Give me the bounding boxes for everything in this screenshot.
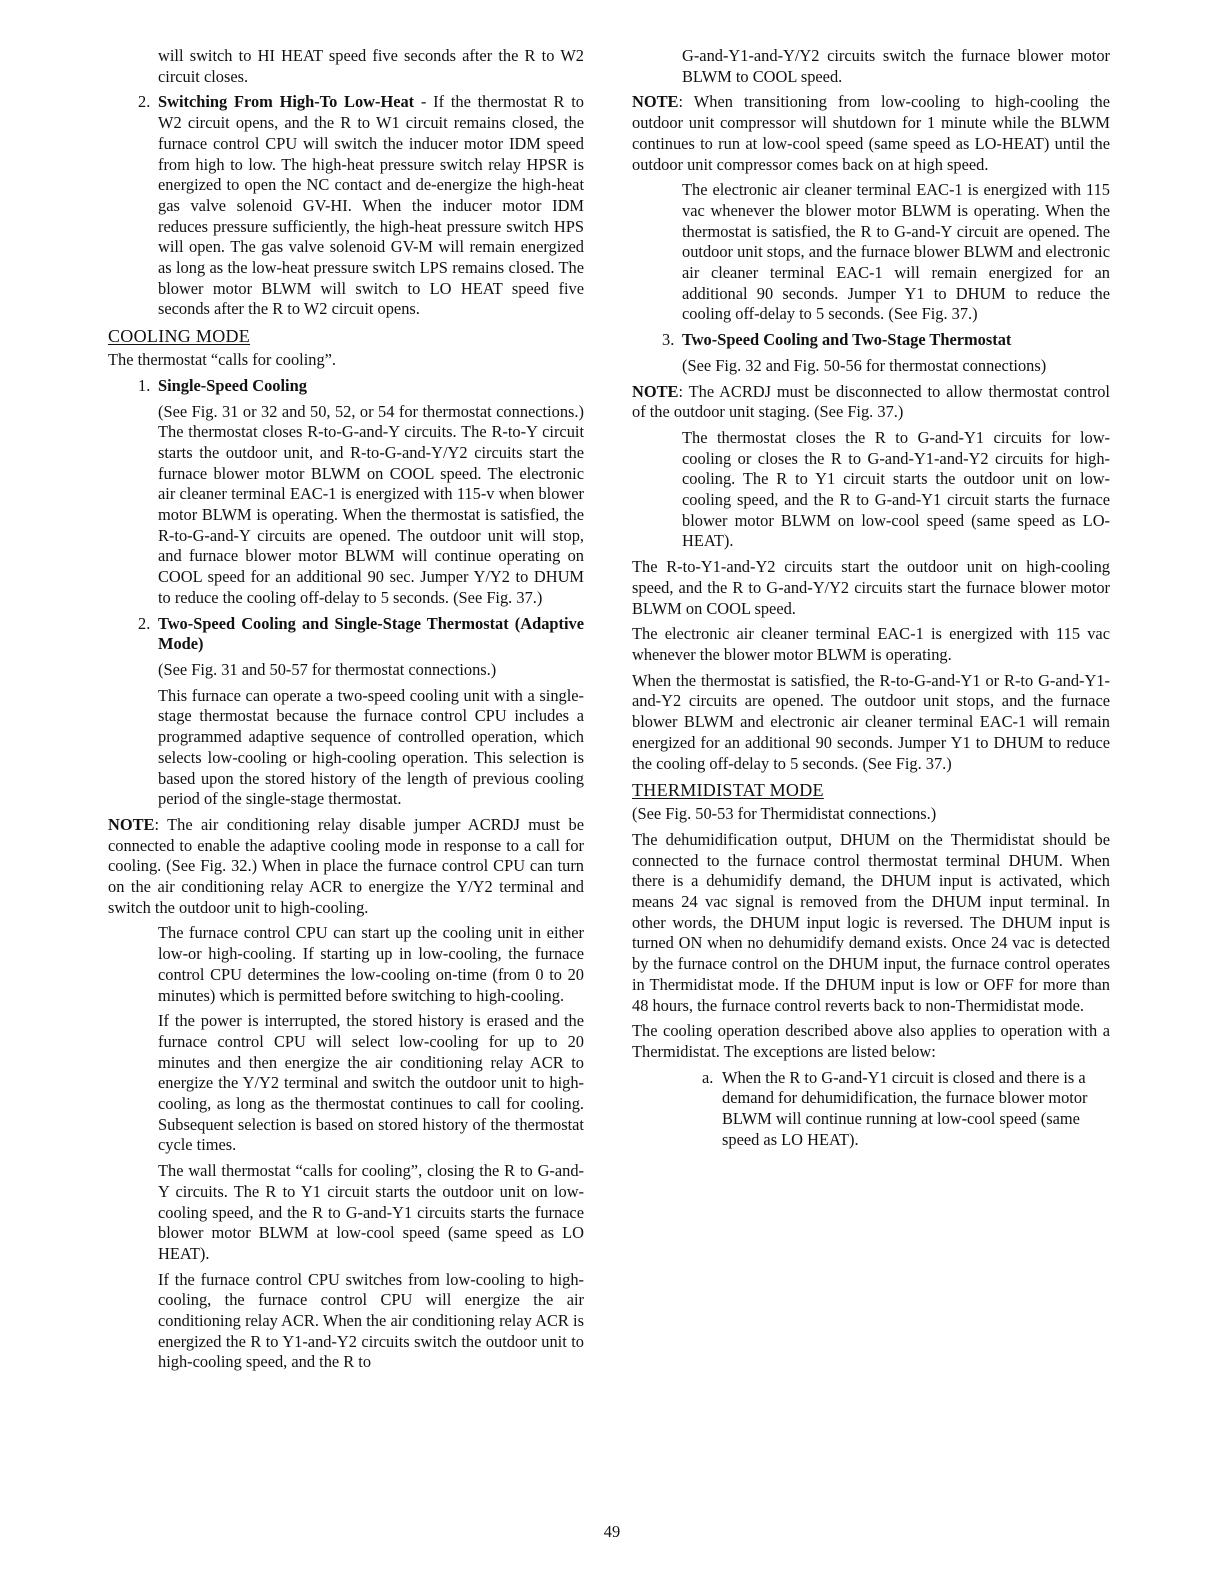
list-item [632,330,1110,351]
paragraph: When the thermostat is satisfied, the R-to-G-and-Y1 or R-to G-and-Y1-and-Y2 circuits are opened. The outdoor unit stops, and the furnace blower BLWM and electronic air cleaner terminal EAC-1 will remain energized for an additional 90 seconds. Jumper Y1 to DHUM to reduce the cooling off-delay to 5 seconds. (See Fig. 37.) [632,670,1110,773]
paragraph: G-and-Y1-and-Y/Y2 circuits switch the furnace blower motor BLWM to COOL speed. [682,46,1110,86]
note-text: : The air conditioning relay disable jumper ACRDJ must be connected to enable the adaptive cooling mode in response to a call for cooling. (See Fig. 32.) When in place the furnace control CPU can turn on the air conditioning relay ACR to energize the Y/Y2 terminal and switch the outdoor unit to high-cooling. [108,814,584,917]
right-column [632,46,1110,1155]
item-body: - If the thermostat R to W2 circuit opens, and the R to W1 circuit remains closed, the furnace control CPU will switch the inducer motor IDM speed from high to low. The high-heat pressure switch relay HPSR is energized to open the NC contact and de-energize the high-heat gas valve solenoid GV-HI. When the inducer motor IDM reduces pressure sufficiently, the high-heat pressure switch HPS will open. The gas valve solenoid GV-M will remain energized as long as the low-heat pressure switch LPS remains closed. The blower motor BLWM will switch to LO HEAT speed five seconds after the R to W2 circuit opens. [158,92,585,319]
item-number: 2. [138,613,151,633]
note-paragraph [632,92,1110,175]
item-number: 1. [138,375,151,395]
list-item [108,614,584,655]
paragraph: (See Fig. 50-53 for Thermidistat connections.) [632,804,937,824]
list-item [632,1068,1110,1151]
item-number: 3. [662,330,675,350]
paragraph: The dehumidification output, DHUM on the Thermidistat should be connected to the furnace control thermostat terminal DHUM. When there is a dehumidify demand, the DHUM input is activated, which means 24 vac signal is removed from the DHUM input terminal. In other words, the DHUM input logic is reversed. The DHUM input is turned ON when no dehumidify demand exists. Once 24 vac is detected by the furnace control on the DHUM input, the furnace control operates in Thermidistat mode. If the DHUM input is low or OFF for more than 48 hours, the furnace control reverts back to non-Thermidistat mode. [632,829,1110,1015]
paragraph: The electronic air cleaner terminal EAC-1 is energized with 115 vac whenever the blower motor BLWM is operating. [632,624,1110,664]
note-label: NOTE [108,814,155,834]
paragraph: If the furnace control CPU switches from low-cooling to high-cooling, the furnace control CPU will energize the air conditioning relay ACR. When the air conditioning relay ACR is energized the R to Y1-and-Y2 circuits switch the outdoor unit to high-cooling speed, and the R to [158,1269,584,1372]
paragraph: If the power is interrupted, the stored history is erased and the furnace control CPU will select low-cooling for up to 20 minutes and then energize the air conditioning relay ACR to energize the Y/Y2 terminal and switch the outdoor unit to high-cooling, as long as the thermostat continues to call for cooling. Subsequent selection is based on stored history of the thermostat cycle times. [158,1011,584,1155]
item-title: Switching From High-To Low-Heat [158,92,415,112]
item-number: 2. [138,92,151,112]
note-paragraph [108,815,584,919]
item-text: When the R to G-and-Y1 circuit is closed and there is a demand for dehumidification, the furnace blower motor BLWM will continue running at low-cool speed (same speed as LO HEAT). [722,1067,1088,1149]
list-item [108,376,584,397]
note-text: : When transitioning from low-cooling to high-cooling the outdoor unit compressor will shutdown for 1 minute while the BLWM continues to run at low-cool speed (same speed as LO-HEAT) until the outdoor unit compressor comes back on at high speed. [632,92,1110,174]
item-title: Single-Speed Cooling [158,375,307,395]
paragraph: The electronic air cleaner terminal EAC-1 is energized with 115 vac whenever the blower motor BLWM is operating. When the thermostat is satisfied, the R to G-and-Y circuit are opened. The outdoor unit stops, and the furnace blower BLWM and electronic air cleaner terminal EAC-1 will remain energized for an additional 90 seconds. Jumper Y1 to DHUM to reduce the cooling off-delay to 5 seconds. (See Fig. 37.) [682,180,1110,324]
item-letter: a. [702,1067,714,1087]
note-text: : The ACRDJ must be disconnected to allow thermostat control of the outdoor unit staging. (See Fig. 37.) [632,381,1110,422]
list-item [108,92,584,320]
left-column [108,46,584,1378]
item-title: Two-Speed Cooling and Two-Stage Thermostat [682,330,1012,350]
item-text [158,92,584,320]
paragraph: The thermostat “calls for cooling”. [108,350,337,370]
item-title: Two-Speed Cooling and Single-Stage Thermostat (Adaptive Mode) [158,613,584,654]
note-paragraph [632,382,1110,423]
paragraph: will switch to HI HEAT speed five seconds after the R to W2 circuit closes. [158,46,584,86]
paragraph: The R-to-Y1-and-Y2 circuits start the outdoor unit on high-cooling speed, and the R to G-and-Y/Y2 circuits start the furnace blower motor BLWM on COOL speed. [632,557,1110,618]
note-label: NOTE [632,381,679,401]
section-heading-thermidistat-mode: THERMIDISTAT MODE [632,780,824,801]
paragraph: The thermostat closes the R to G-and-Y1 circuits for low-cooling or closes the R to G-and-Y1-and-Y2 circuits for high-cooling. The R to Y1 circuit starts the outdoor unit on low-cooling speed, and the R to G-and-Y1 circuit starts the furnace blower motor BLWM on low-cool speed (same speed as LO-HEAT). [682,427,1110,551]
paragraph: The cooling operation described above also applies to operation with a Thermidistat. The exceptions are listed below: [632,1021,1110,1061]
paragraph: The wall thermostat “calls for cooling”, closing the R to G-and-Y circuits. The R to Y1 circuit starts the outdoor unit on low-cooling speed, and the R to G-and-Y1 circuits starts the furnace blower motor BLWM at low-cool speed (same speed as LO HEAT). [158,1161,584,1263]
paragraph: This furnace can operate a two-speed cooling unit with a single-stage thermostat because the furnace control CPU includes a programmed adaptive sequence of controlled operation, which selects low-cooling or high-cooling operation. This selection is based upon the stored history of the length of previous cooling period of the single-stage thermostat. [158,685,584,809]
paragraph: (See Fig. 31 and 50-57 for thermostat connections.) [158,659,497,679]
section-heading-cooling-mode: COOLING MODE [108,326,251,347]
note-label: NOTE [632,92,679,112]
paragraph: (See Fig. 31 or 32 and 50, 52, or 54 for thermostat connections.) The thermostat closes R-to-G-and-Y circuits. The R-to-Y circuit starts the outdoor unit, and R-to-G-and-Y/Y2 circuits start the furnace blower motor BLWM on COOL speed. The electronic air cleaner terminal EAC-1 is energized with 115-v when blower motor BLWM is operating. When the thermostat is satisfied, the R-to-G-and-Y circuits are opened. The outdoor unit will stop, and furnace blower motor BLWM will continue operating on COOL speed for an additional 90 sec. Jumper Y/Y2 to DHUM to reduce the cooling off-delay to 5 seconds. (See Fig. 37.) [158,401,584,607]
paragraph: (See Fig. 32 and Fig. 50-56 for thermostat connections) [682,355,1047,375]
paragraph: The furnace control CPU can start up the cooling unit in either low-or high-cooling. If starting up in low-cooling, the furnace control CPU determines the low-cooling on-time (from 0 to 20 minutes) which is permitted before switching to high-cooling. [158,923,584,1005]
page-number: 49 [603,1522,621,1541]
